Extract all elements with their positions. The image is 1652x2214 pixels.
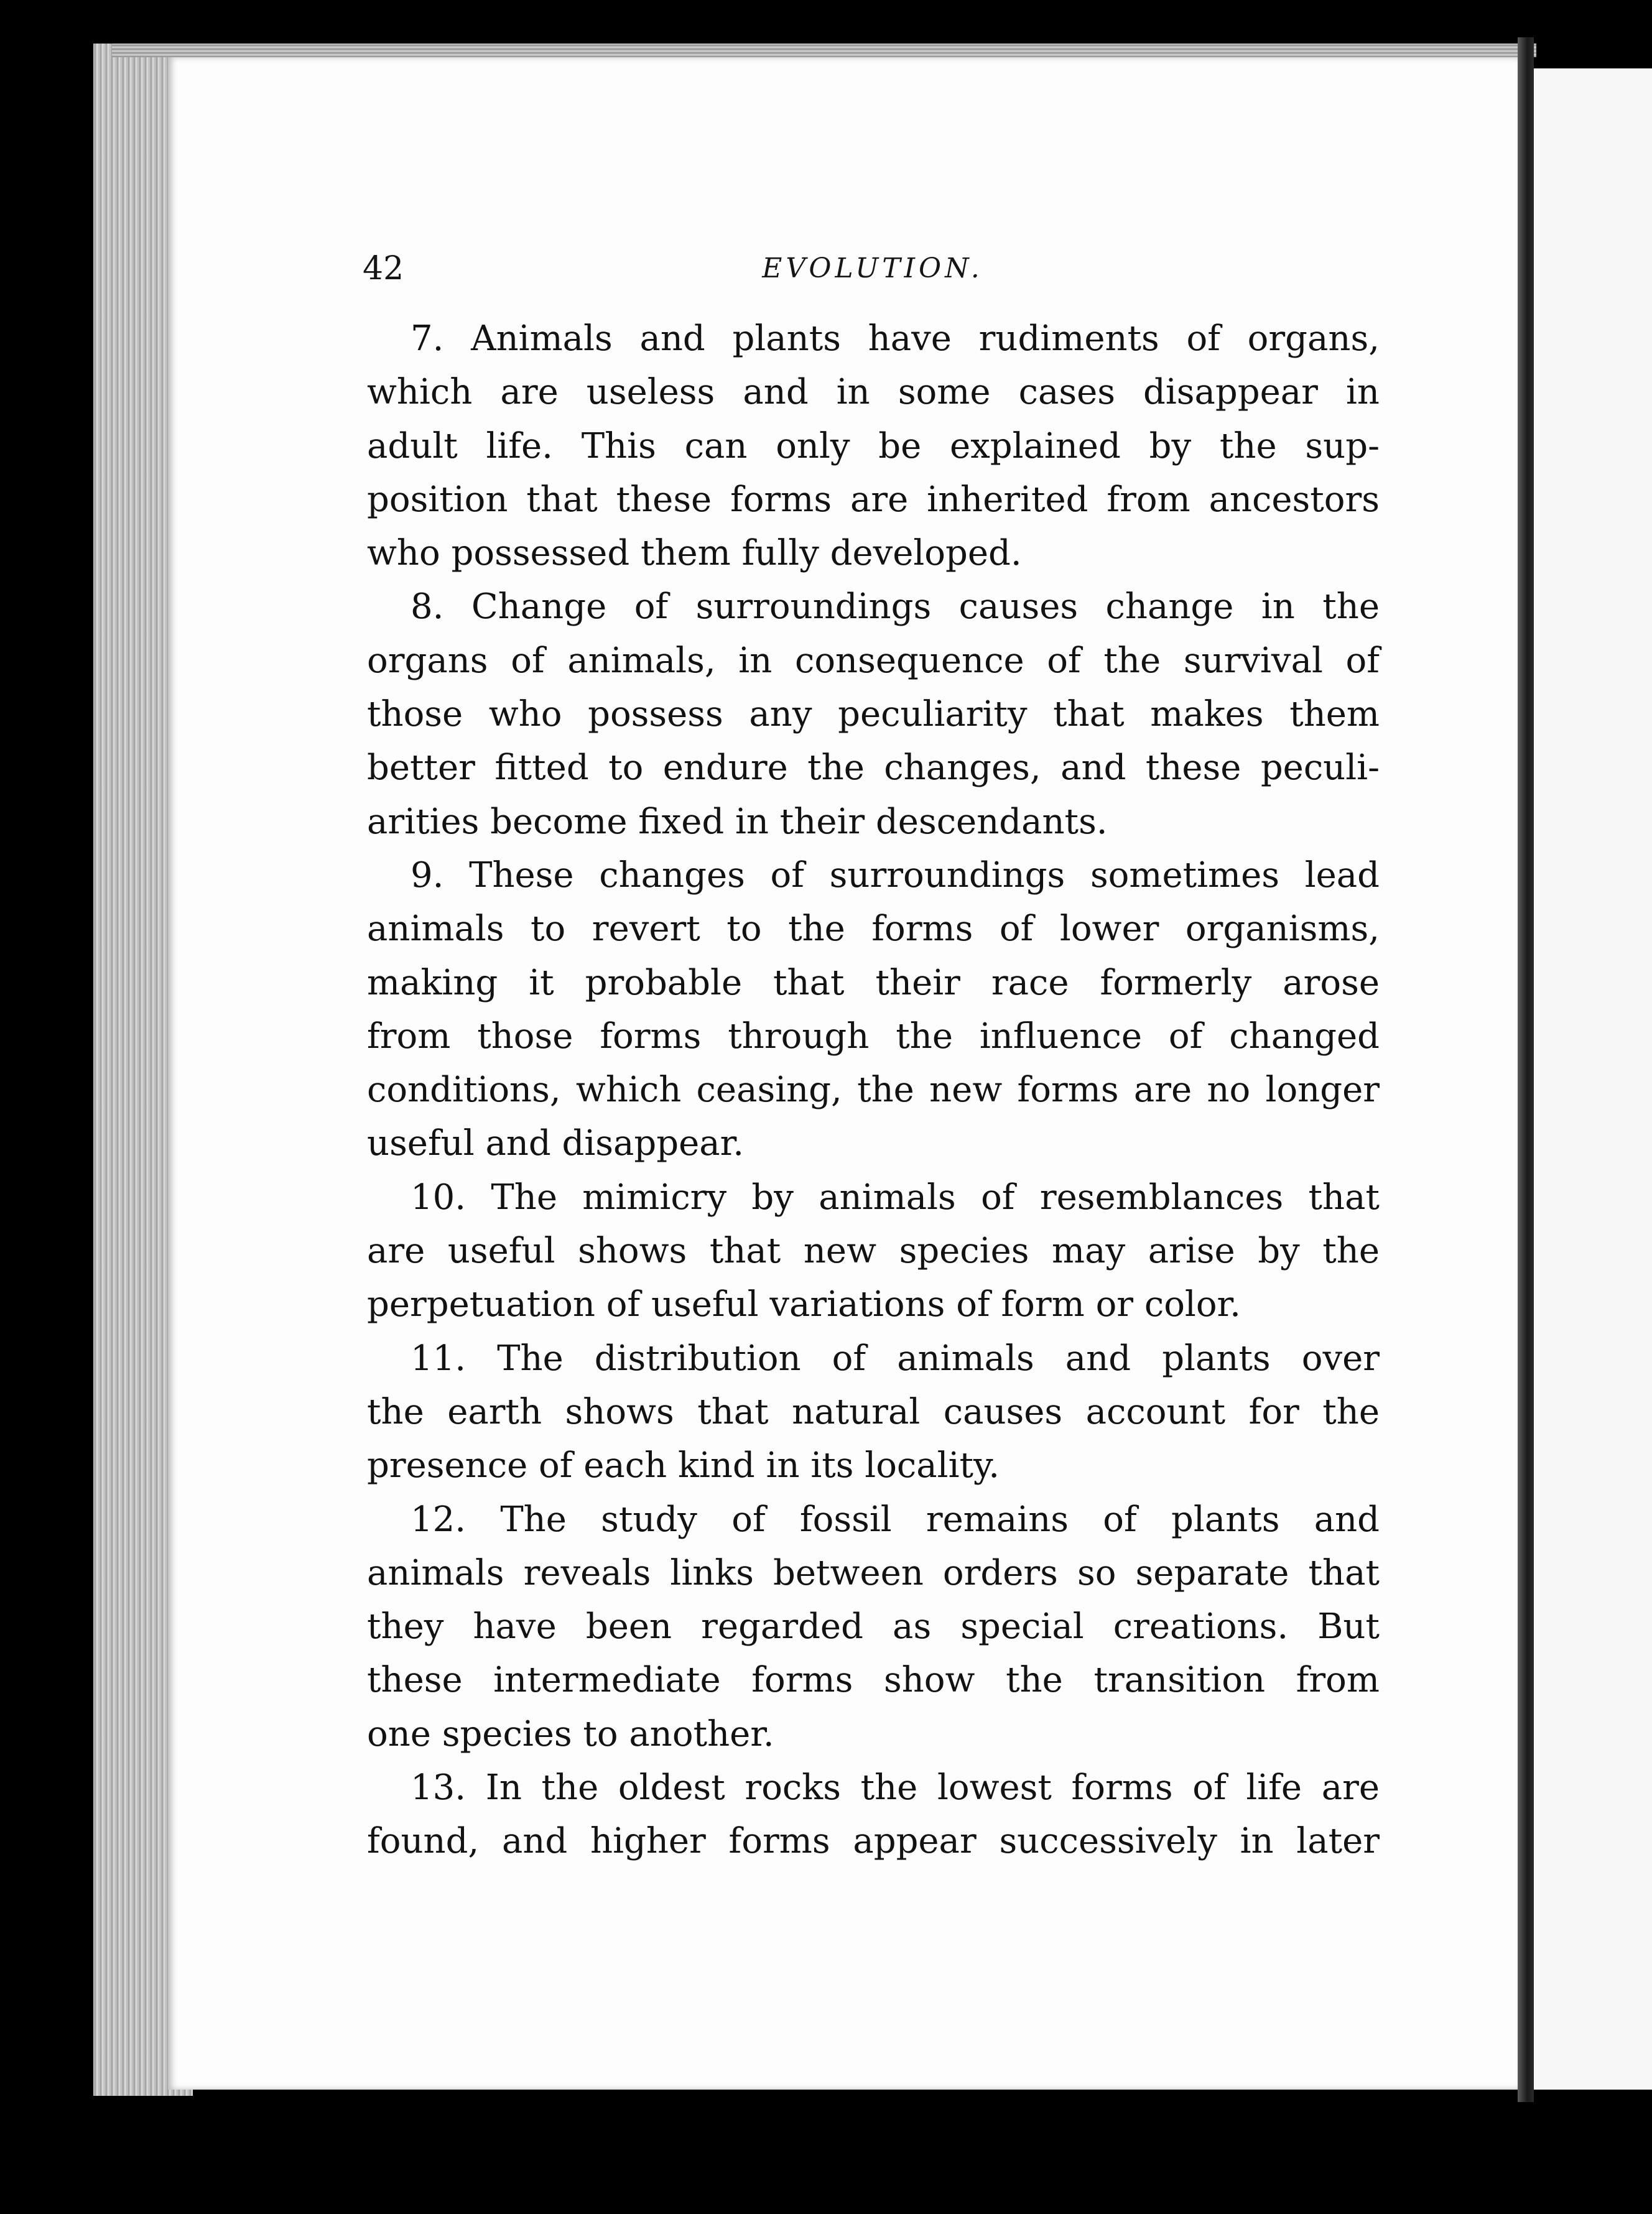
text-line: better fitted to endure the changes, and these peculi- <box>367 748 1380 789</box>
text-line: those who possess any peculiarity that makes them <box>367 694 1380 735</box>
page-number: 42 <box>363 250 404 287</box>
text-line: organs of animals, in consequence of the survival of <box>367 640 1380 681</box>
text-line: are useful shows that new species may arise by the <box>367 1231 1380 1272</box>
text-line: making it probable that their race formerly arose <box>367 962 1380 1003</box>
text-line: from those forms through the influence of changed <box>367 1016 1380 1057</box>
body-text <box>367 312 1380 1869</box>
text-line: perpetuation of useful variations of form or color. <box>367 1284 1241 1325</box>
text-line: one species to another. <box>367 1713 774 1754</box>
text-line: 12. The study of fossil remains of plants and <box>411 1499 1380 1540</box>
text-line: who possessed them fully developed. <box>367 533 1022 574</box>
book-gutter <box>1518 37 1534 2102</box>
text-line: these intermediate forms show the transition from <box>367 1660 1380 1701</box>
text-line: 11. The distribution of animals and plants over <box>411 1338 1380 1379</box>
text-line: 7. Animals and plants have rudiments of organs, <box>411 318 1380 359</box>
text-line: position that these forms are inherited from ancestors <box>367 479 1380 520</box>
text-line: conditions, which ceasing, the new forms are no longer <box>367 1070 1380 1111</box>
text-line: found, and higher forms appear successively in later <box>367 1821 1380 1862</box>
text-line: useful and disappear. <box>367 1123 745 1164</box>
text-line: which are useless and in some cases disappear in <box>367 372 1380 413</box>
book-top-edges <box>112 44 1536 57</box>
text-line: 10. The mimicry by animals of resemblances that <box>411 1177 1380 1218</box>
text-line: arities become fixed in their descendants. <box>367 801 1108 842</box>
text-line: 13. In the oldest rocks the lowest forms of life are <box>411 1767 1380 1809</box>
text-line: the earth shows that natural causes account for the <box>367 1391 1380 1432</box>
text-line: they have been regarded as special creations. But <box>367 1606 1380 1647</box>
running-title: EVOLUTION. <box>762 252 983 284</box>
text-line: animals to revert to the forms of lower organisms, <box>367 909 1380 950</box>
running-head <box>363 244 1383 294</box>
text-line: presence of each kind in its locality. <box>367 1445 1000 1486</box>
text-line: adult life. This can only be explained by the sup- <box>367 425 1380 466</box>
facing-page-edge <box>1534 68 1652 2090</box>
text-line: 9. These changes of surroundings sometimes lead <box>411 855 1380 896</box>
text-line: animals reveals links between orders so separate that <box>367 1552 1380 1593</box>
text-line: 8. Change of surroundings causes change in the <box>411 586 1380 628</box>
